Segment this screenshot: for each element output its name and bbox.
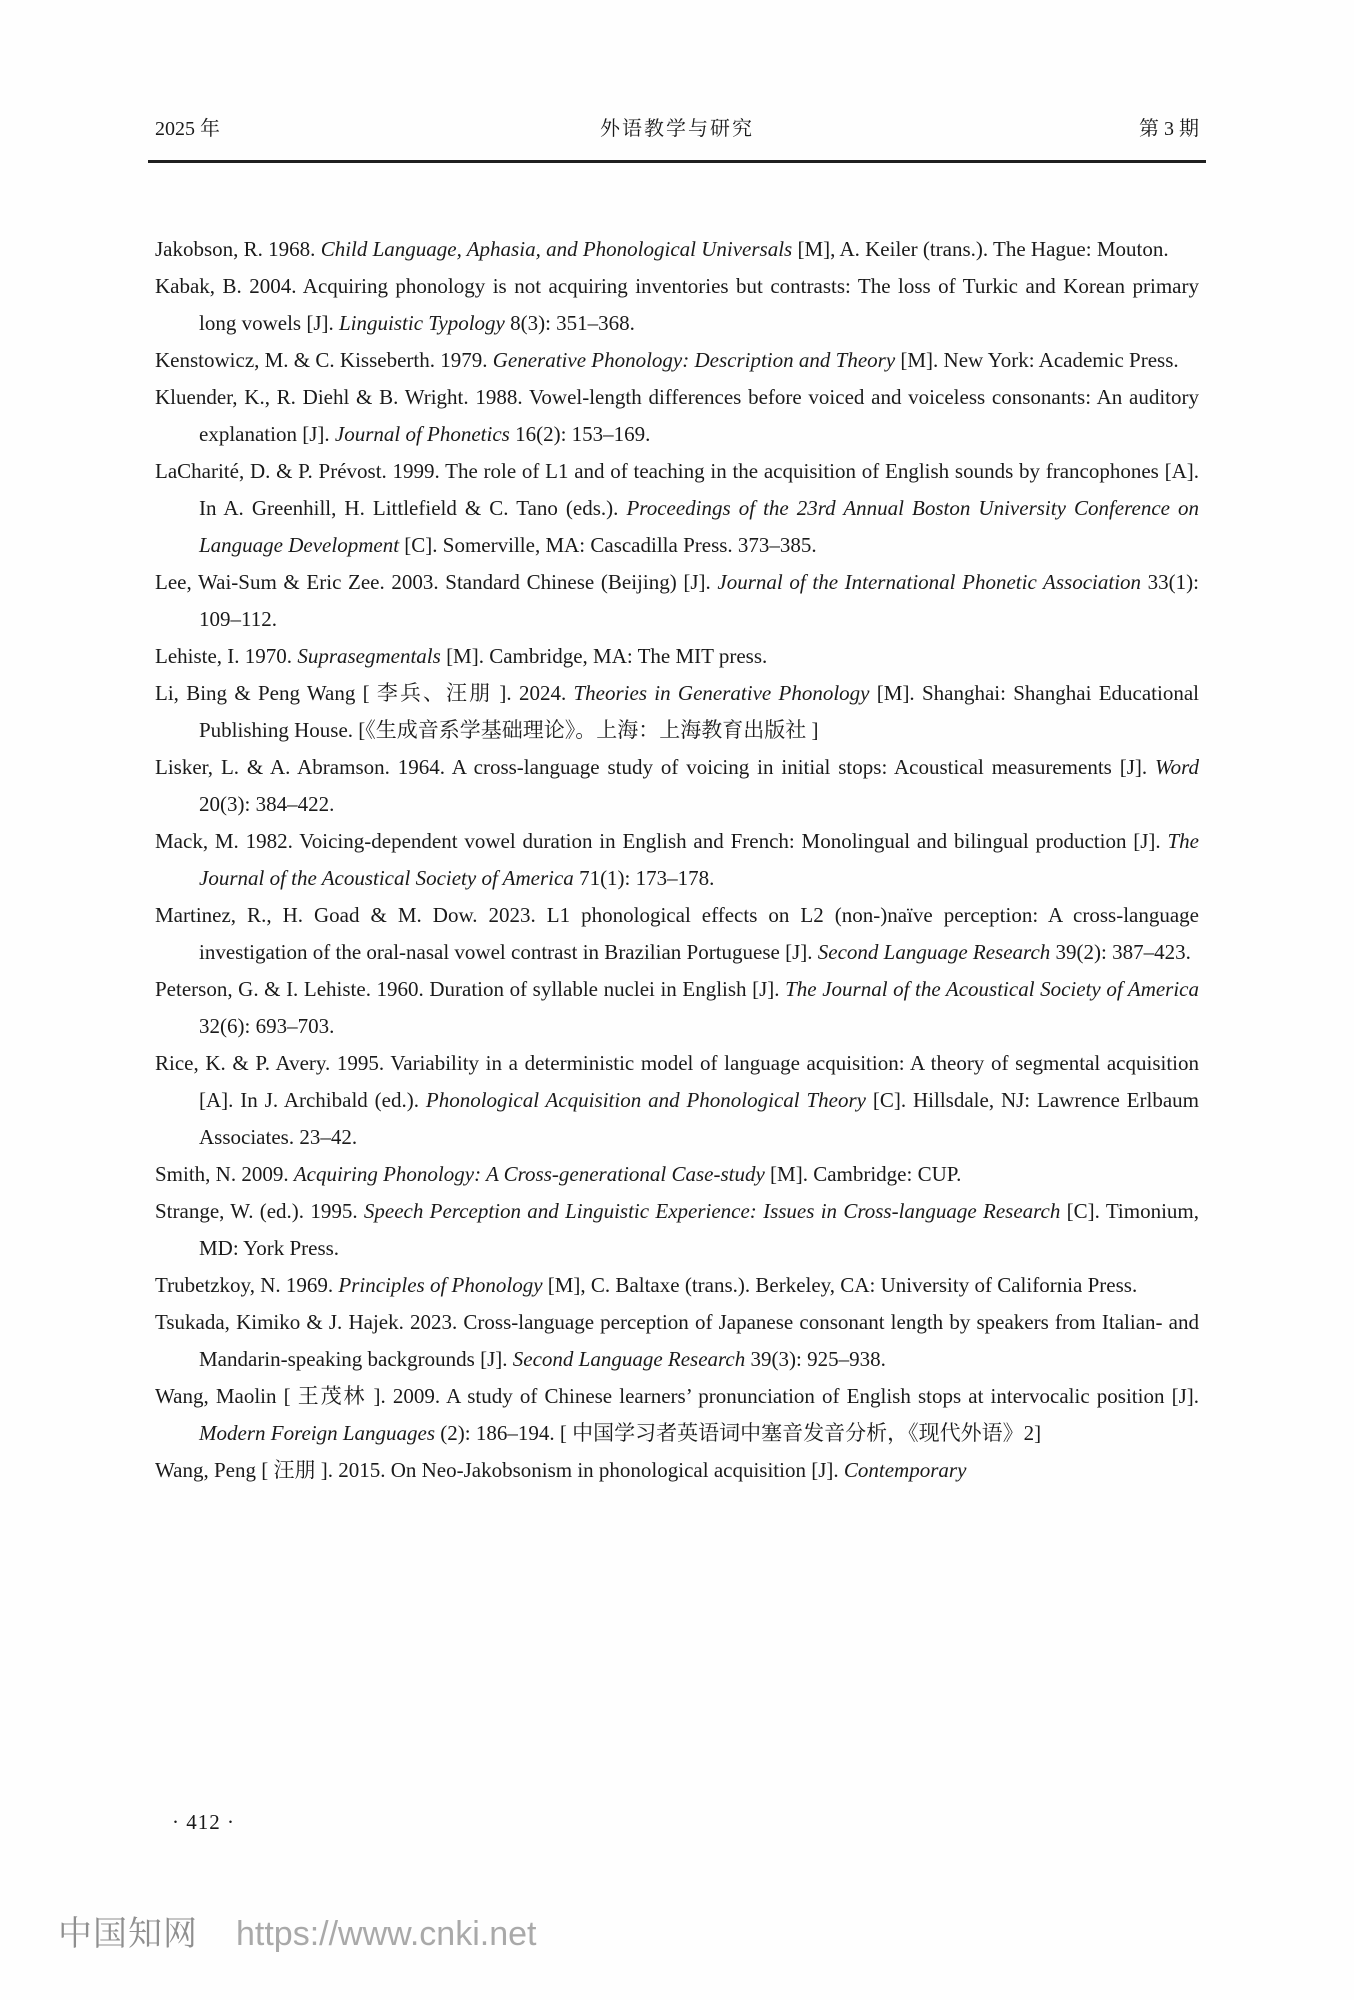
reference-work-title: Phonological Acquisition and Phonological Theory	[425, 1088, 866, 1112]
reference-work-title: Speech Perception and Linguistic Experience: Issues in Cross-language Research	[363, 1199, 1061, 1223]
reference-item	[155, 1193, 1199, 1267]
reference-work-title: Journal of Phonetics	[334, 422, 510, 446]
reference-text: Martinez, R., H. Goad & M. Dow. 2023. L1 phonological effects on L2 (non-)naïve perception: A cross-language investigation of the oral-nasal vowel contrast in Brazilian Portuguese [J].	[155, 903, 1199, 964]
reference-text: 16(2): 153–169.	[509, 422, 651, 446]
reference-work-title: Journal of the International Phonetic Association	[717, 570, 1142, 594]
reference-text: Kenstowicz, M. & C. Kisseberth. 1979.	[155, 348, 493, 372]
reference-text: 71(1): 173–178.	[573, 866, 715, 890]
reference-work-title: Second Language Research	[817, 940, 1051, 964]
reference-text: Smith, N. 2009.	[155, 1162, 294, 1186]
reference-text: Wang, Peng [ 汪朋 ]. 2015. On Neo-Jakobsonism in phonological acquisition [J].	[155, 1458, 844, 1482]
reference-work-title: Child Language, Aphasia, and Phonological Universals	[320, 237, 793, 261]
reference-text: [M]. Cambridge, MA: The MIT press.	[440, 644, 768, 668]
reference-item	[155, 1378, 1199, 1452]
reference-work-title: Modern Foreign Languages	[199, 1421, 436, 1445]
reference-work-title: Proceedings of the 23rd Annual Boston University Conference on Language Development	[199, 496, 1200, 557]
header-divider-rule	[148, 160, 1206, 163]
reference-list	[155, 231, 1199, 1489]
reference-item	[155, 823, 1199, 897]
reference-work-title: Theories in Generative Phonology	[573, 681, 870, 705]
cnki-watermark	[58, 1906, 536, 1955]
reference-text: Mack, M. 1982. Voicing-dependent vowel duration in English and French: Monolingual and bilingual production [J].	[155, 829, 1168, 853]
reference-text: 39(3): 925–938.	[745, 1347, 886, 1371]
reference-text: [M]. Shanghai: Shanghai Educational Publishing House. [《生成音系学基础理论》。上海：上海教育出版社 ]	[199, 681, 1199, 742]
reference-text: 39(2): 387–423.	[1050, 940, 1191, 964]
reference-text: Kabak, B. 2004. Acquiring phonology is not acquiring inventories but contrasts: The loss of Turkic and Korean primary long vowels [J].	[155, 274, 1199, 335]
reference-text: [C]. Somerville, MA: Cascadilla Press. 373–385.	[399, 533, 817, 557]
reference-text: [C]. Timonium, MD: York Press.	[199, 1199, 1199, 1260]
reference-item	[155, 231, 1199, 268]
reference-work-title: Suprasegmentals	[297, 644, 441, 668]
reference-text: Trubetzkoy, N. 1969.	[155, 1273, 339, 1297]
cnki-brand-logo: 中国知网	[58, 1915, 198, 1953]
reference-text: Peterson, G. & I. Lehiste. 1960. Duration of syllable nuclei in English [J].	[155, 977, 786, 1001]
reference-item	[155, 1156, 1199, 1193]
reference-item	[155, 268, 1199, 342]
reference-work-title: Contemporary	[843, 1458, 967, 1482]
reference-item	[155, 971, 1199, 1045]
reference-text: 8(3): 351–368.	[504, 311, 635, 335]
reference-work-title: The Journal of the Acoustical Society of America	[199, 829, 1199, 890]
reference-text: Kluender, K., R. Diehl & B. Wright. 1988. Vowel-length differences before voiced and voiceless consonants: An auditory explanation [J].	[155, 385, 1199, 446]
reference-text: [M], A. Keiler (trans.). The Hague: Mouton.	[792, 237, 1169, 261]
reference-text: Li, Bing & Peng Wang [ 李兵、汪朋 ]. 2024.	[155, 681, 574, 705]
reference-text: [M]. Cambridge: CUP.	[764, 1162, 962, 1186]
reference-text: 33(1): 109–112.	[199, 570, 1199, 631]
reference-item	[155, 897, 1199, 971]
reference-text: (2): 186–194. [ 中国学习者英语词中塞音发音分析，《现代外语》2]	[435, 1421, 1042, 1445]
reference-item	[155, 1045, 1199, 1156]
reference-work-title: Second Language Research	[512, 1347, 746, 1371]
reference-work-title: Generative Phonology: Description and Theory	[492, 348, 896, 372]
reference-text: [C]. Hillsdale, NJ: Lawrence Erlbaum Associates. 23–42.	[199, 1088, 1199, 1149]
reference-text: Lee, Wai-Sum & Eric Zee. 2003. Standard Chinese (Beijing) [J].	[155, 570, 718, 594]
reference-item	[155, 749, 1199, 823]
reference-text: Rice, K. & P. Avery. 1995. Variability in a deterministic model of language acquisition: A theory of segmental acquisition [A]. In J. Archibald (ed.).	[155, 1051, 1199, 1112]
reference-item	[155, 342, 1199, 379]
reference-text: Lehiste, I. 1970.	[155, 644, 298, 668]
reference-text: Lisker, L. & A. Abramson. 1964. A cross-language study of voicing in initial stops: Acoustical measurements [J].	[155, 755, 1156, 779]
reference-item	[155, 1304, 1199, 1378]
reference-text: Tsukada, Kimiko & J. Hajek. 2023. Cross-language perception of Japanese consonant length by speakers from Italian- and Mandarin-speaking backgrounds [J].	[155, 1310, 1199, 1371]
reference-item	[155, 453, 1199, 564]
reference-text: [M], C. Baltaxe (trans.). Berkeley, CA: University of California Press.	[542, 1273, 1138, 1297]
reference-text: Jakobson, R. 1968.	[155, 237, 321, 261]
reference-text: Wang, Maolin [ 王茂林 ]. 2009. A study of Chinese learners’ pronunciation of English stops at intervocalic position [J].	[155, 1384, 1199, 1408]
reference-item	[155, 675, 1199, 749]
header-issue: 第 3 期	[1139, 118, 1199, 140]
header-year: 2025 年	[155, 118, 220, 140]
reference-item	[155, 379, 1199, 453]
page-number: · 412 ·	[172, 1810, 235, 1834]
reference-item	[155, 638, 1199, 675]
reference-work-title: Word	[1155, 755, 1199, 779]
reference-item	[155, 564, 1199, 638]
reference-work-title: The Journal of the Acoustical Society of America	[785, 977, 1200, 1001]
reference-work-title: Linguistic Typology	[339, 311, 505, 335]
journal-header	[155, 112, 1199, 141]
reference-text: 32(6): 693–703.	[199, 1014, 335, 1038]
reference-work-title: Principles of Phonology	[338, 1273, 543, 1297]
reference-text: LaCharité, D. & P. Prévost. 1999. The role of L1 and of teaching in the acquisition of English sounds by francophones [A]. In A. Greenhill, H. Littlefield & C. Tano (eds.).	[155, 459, 1199, 520]
cnki-url: https://www.cnki.net	[236, 1915, 537, 1953]
reference-item	[155, 1452, 1199, 1489]
reference-text: 20(3): 384–422.	[199, 792, 335, 816]
reference-text: Strange, W. (ed.). 1995.	[155, 1199, 364, 1223]
reference-item	[155, 1267, 1199, 1304]
reference-work-title: Acquiring Phonology: A Cross-generational Case-study	[293, 1162, 765, 1186]
reference-text: [M]. New York: Academic Press.	[895, 348, 1179, 372]
header-journal-title: 外语教学与研究	[600, 118, 754, 140]
